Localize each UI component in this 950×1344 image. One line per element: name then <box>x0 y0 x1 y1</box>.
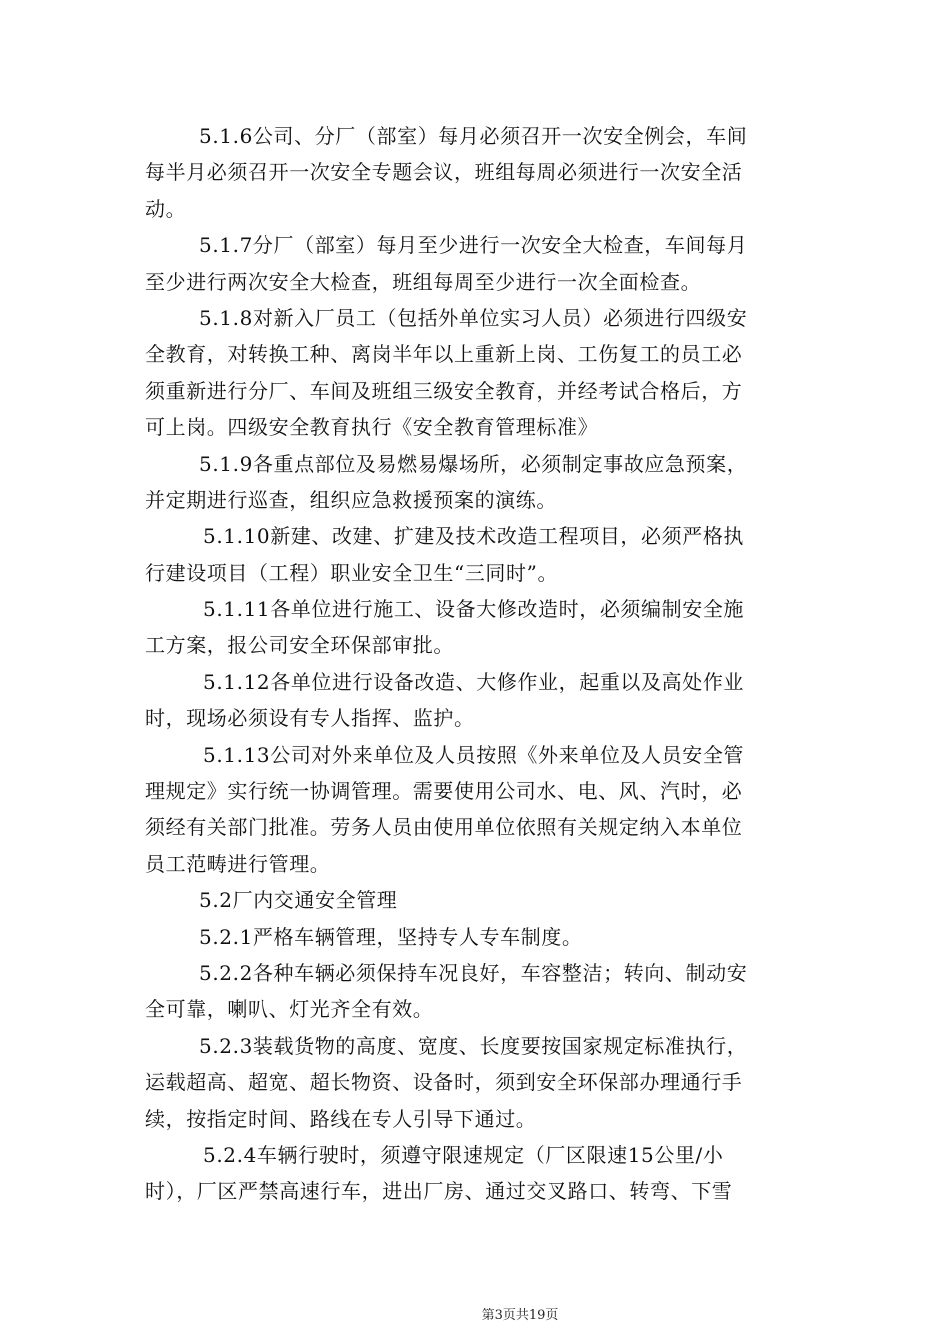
text-line: 可上岗。四级安全教育执行《安全教育管理标准》 <box>145 415 599 440</box>
text-line: 5.1.13公司对外来单位及人员按照《外来单位及人员安全管 <box>203 742 745 767</box>
text-line: 全可靠，喇叭、灯光齐全有效。 <box>145 997 434 1022</box>
text-line: 行建设项目（工程）职业安全卫生“三同时”。 <box>145 560 559 585</box>
text-line: 须重新进行分厂、车间及班组三级安全教育，并经考试合格后，方 <box>145 378 743 403</box>
text-line: 动。 <box>145 196 187 221</box>
text-line: 理规定》实行统一协调管理。需要使用公司水、电、风、汽时，必 <box>145 779 743 804</box>
document-body <box>145 118 810 1210</box>
text-line: 5.2.1严格车辆管理，坚持专人专车制度。 <box>199 924 583 949</box>
text-line: 续，按指定时间、路线在专人引导下通过。 <box>145 1106 537 1131</box>
text-line: 并定期进行巡查，组织应急救援预案的演练。 <box>145 487 557 512</box>
text-line: 时，现场必须设有专人指挥、监护。 <box>145 706 475 731</box>
text-line: 须经有关部门批准。劳务人员由使用单位依照有关规定纳入本单位 <box>145 815 743 840</box>
text-line: 运载超高、超宽、超长物资、设备时，须到安全环保部办理通行手 <box>145 1070 743 1095</box>
page-footer <box>0 1304 950 1323</box>
text-line: 5.1.7分厂（部室）每月至少进行一次安全大检查，车间每月 <box>199 233 748 258</box>
text-line: 至少进行两次安全大检查，班组每周至少进行一次全面检查。 <box>145 269 702 294</box>
text-line: 5.1.6公司、分厂（部室）每月必须召开一次安全例会，车间 <box>199 124 748 148</box>
text-line: 5.1.11各单位进行施工、设备大修改造时，必须编制安全施 <box>203 597 745 622</box>
text-line: 员工范畴进行管理。 <box>145 851 331 876</box>
text-line: 5.1.8对新入厂员工（包括外单位实习人员）必须进行四级安 <box>199 305 748 330</box>
text-line: 全教育，对转换工种、离岗半年以上重新上岗、工伤复工的员工必 <box>145 342 743 367</box>
text-line: 5.2.3装载货物的高度、宽度、长度要按国家规定标准执行， <box>199 1033 748 1058</box>
text-line: 5.2.4车辆行驶时，须遵守限速规定（厂区限速15公里/小 <box>203 1142 724 1167</box>
text-line: 5.2厂内交通安全管理 <box>199 888 398 913</box>
text-line: 时），厂区严禁高速行车，进出厂房、通过交叉路口、转弯、下雪 <box>145 1179 733 1204</box>
text-line: 工方案，报公司安全环保部审批。 <box>145 633 454 658</box>
text-line: 5.1.10新建、改建、扩建及技术改造工程项目，必须严格执 <box>203 524 745 549</box>
page-number-label: 第3页共19页 <box>481 1308 559 1323</box>
text-line: 5.2.2各种车辆必须保持车况良好，车容整洁；转向、制动安 <box>199 960 748 985</box>
text-line: 5.1.9各重点部位及易燃易爆场所，必须制定事故应急预案， <box>199 451 748 476</box>
text-line: 5.1.12各单位进行设备改造、大修作业，起重以及高处作业 <box>203 669 745 694</box>
text-line: 每半月必须召开一次安全专题会议，班组每周必须进行一次安全活 <box>145 160 743 185</box>
